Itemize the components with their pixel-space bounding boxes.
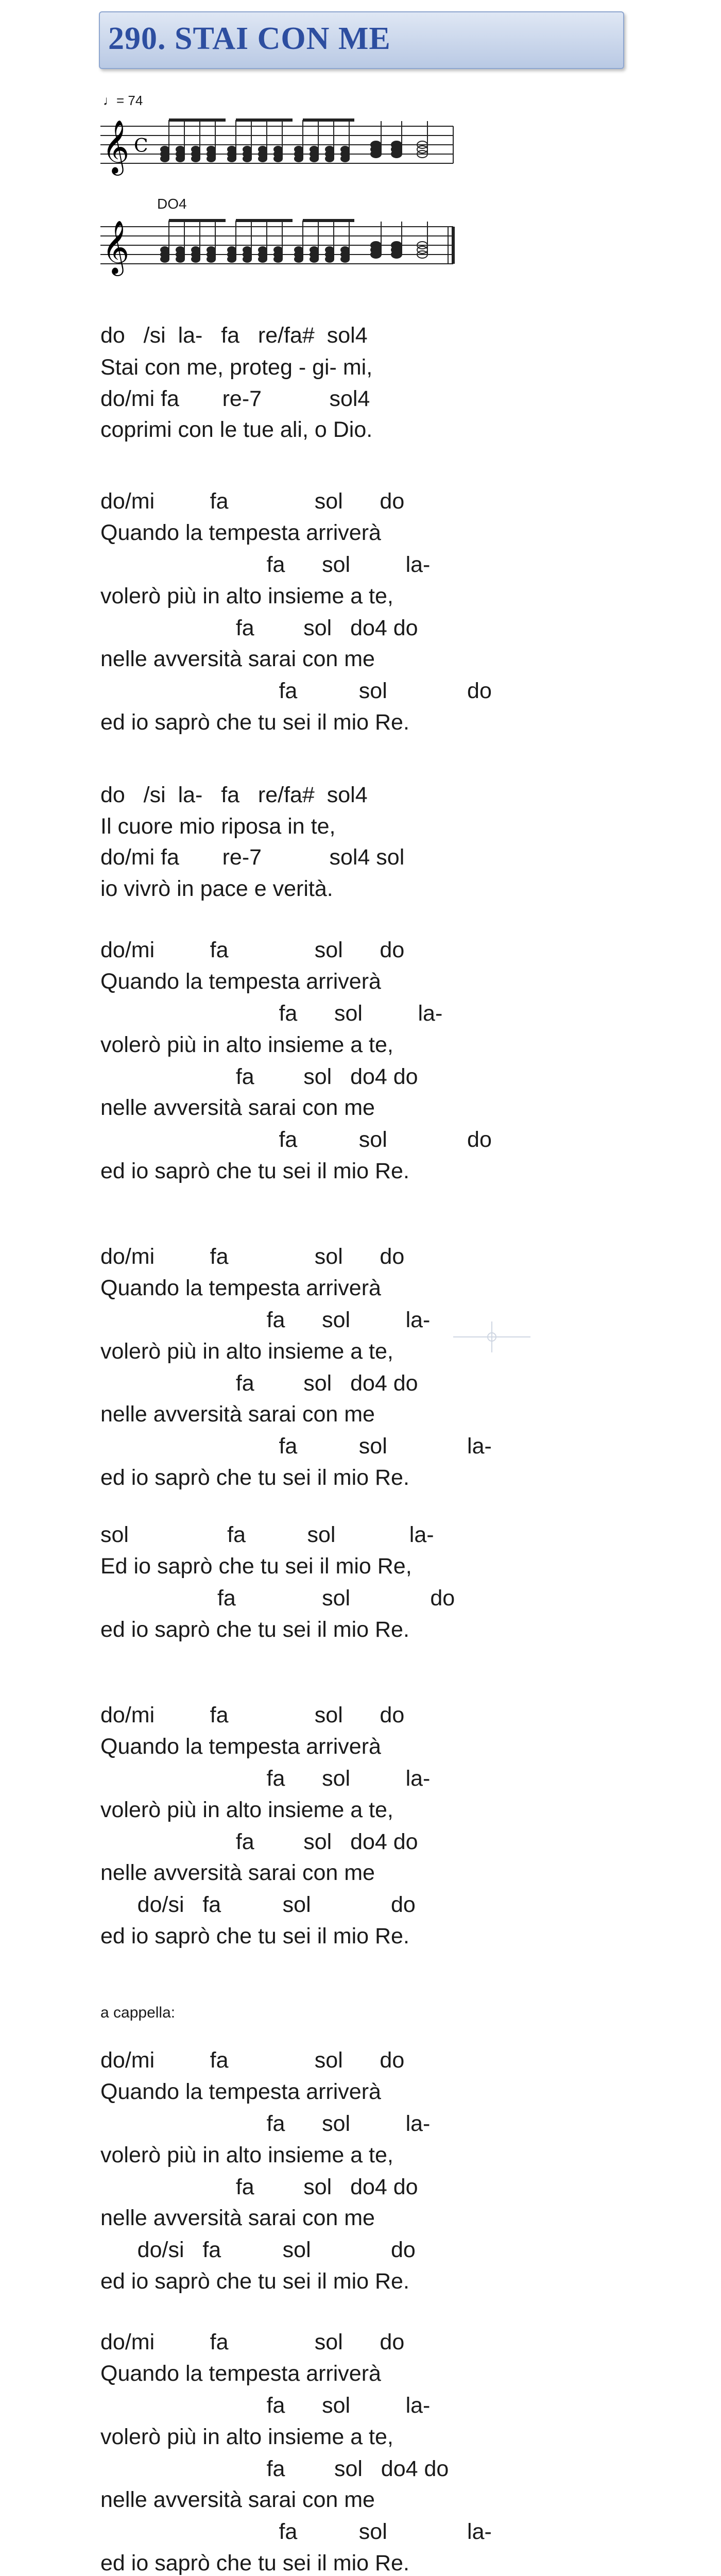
note-head	[243, 256, 251, 262]
chord-label: DO4	[157, 196, 187, 212]
a-cappella-note: a cappella:	[100, 2004, 176, 2021]
lyric-line: volerò più in alto insieme a te,	[100, 584, 393, 608]
lyric-line: Quando la tempesta arriverà	[100, 520, 381, 545]
lyric-line: volerò più in alto insieme a te,	[100, 1339, 393, 1364]
lyric-line: fa sol do4 do	[100, 1371, 418, 1396]
note-head	[192, 256, 200, 262]
lyric-line: fa sol do4 do	[100, 2175, 418, 2199]
lyric-line: Quando la tempesta arriverà	[100, 969, 381, 994]
note-head	[259, 156, 267, 162]
lyric-line: ed io saprò che tu sei il mio Re.	[100, 2269, 409, 2294]
note-head	[228, 156, 236, 162]
lyric-line: ed io saprò che tu sei il mio Re.	[100, 1465, 409, 1490]
lyric-line: fa sol do4 do	[100, 1064, 418, 1089]
lyric-line: fa sol do4 do	[100, 616, 418, 640]
lyric-line: do /si la- fa re/fa# sol4	[100, 783, 368, 807]
lyric-line: do/si fa sol do	[100, 1892, 416, 1917]
tempo-marking: ♩= 74	[103, 93, 143, 108]
title-banner	[99, 11, 624, 69]
note-head	[295, 156, 303, 162]
lyric-line: nelle avversità sarai con me	[100, 1402, 375, 1427]
lyric-line: do/mi fa sol do	[100, 489, 405, 514]
note-head	[161, 156, 169, 162]
lyric-line: volerò più in alto insieme a te,	[100, 1032, 393, 1057]
lyric-line: nelle avversità sarai con me	[100, 2487, 375, 2512]
note-head	[228, 256, 236, 262]
note-head	[207, 156, 215, 162]
lyric-line: volerò più in alto insieme a te,	[100, 2143, 393, 2167]
note-head	[325, 256, 334, 262]
lyric-line: fa sol la-	[100, 2393, 431, 2418]
lyric-line: do/mi fa sol do	[100, 938, 405, 962]
lyric-line: do/mi fa re-7 sol4 sol	[100, 845, 405, 870]
lyric-line: fa sol do	[100, 1127, 492, 1152]
lyric-line: fa sol do	[100, 679, 492, 703]
crosshair-mark	[453, 1321, 530, 1352]
lyric-line: ed io saprò che tu sei il mio Re.	[100, 1159, 409, 1183]
lyric-line: fa sol la-	[100, 2519, 492, 2544]
note-head	[295, 256, 303, 262]
lyric-line: fa sol la-	[100, 2111, 431, 2136]
lyric-line: nelle avversità sarai con me	[100, 647, 375, 671]
note-head	[391, 150, 402, 158]
note-head	[176, 156, 184, 162]
lyric-line: ed io saprò che tu sei il mio Re.	[100, 710, 409, 735]
lyric-line: coprimi con le tue ali, o Dio.	[100, 417, 373, 442]
lyric-line: Quando la tempesta arriverà	[100, 2079, 381, 2104]
lyric-line: fa sol la-	[100, 1001, 443, 1026]
lyric-line: fa sol la-	[100, 1766, 431, 1791]
lyric-line: ed io saprò che tu sei il mio Re.	[100, 1617, 409, 1642]
lyric-line: do/mi fa sol do	[100, 2330, 405, 2354]
lyric-line: fa sol la-	[100, 1308, 431, 1332]
lyric-line: do/mi fa sol do	[100, 1703, 405, 1727]
page-title: 290. STAI CON ME	[108, 21, 391, 56]
svg-text:C: C	[134, 135, 148, 157]
music-staff-1	[98, 111, 458, 188]
note-head	[310, 256, 318, 262]
lyric-line: Ed io saprò che tu sei il mio Re,	[100, 1554, 412, 1579]
treble-clef-icon: 𝄞	[102, 120, 130, 174]
lyric-line: Quando la tempesta arriverà	[100, 1276, 381, 1300]
lyric-line: volerò più in alto insieme a te,	[100, 2425, 393, 2449]
note-head	[341, 156, 349, 162]
note-head	[207, 256, 215, 262]
lyric-line: fa sol la-	[100, 1434, 492, 1459]
note-head	[274, 256, 282, 262]
lyric-line: Quando la tempesta arriverà	[100, 1734, 381, 1759]
note-head	[391, 251, 402, 258]
lyric-line: nelle avversità sarai con me	[100, 2206, 375, 2230]
lyric-line: fa sol do4 do	[100, 1829, 418, 1854]
note-head	[161, 256, 169, 262]
lyric-line: io vivrò in pace e verità.	[100, 876, 333, 901]
note-head	[274, 156, 282, 162]
lyric-line: Il cuore mio riposa in te,	[100, 814, 336, 839]
note-head	[371, 251, 381, 258]
lyric-line: nelle avversità sarai con me	[100, 1860, 375, 1885]
note-head	[176, 256, 184, 262]
lyric-line: fa sol do4 do	[100, 2456, 449, 2481]
lyric-line: volerò più in alto insieme a te,	[100, 1798, 393, 1822]
lyric-line: Stai con me, proteg - gi- mi,	[100, 355, 373, 380]
lyric-line: do/si fa sol do	[100, 2238, 416, 2262]
music-staff-2	[98, 211, 458, 289]
lyric-line: Quando la tempesta arriverà	[100, 2361, 381, 2386]
lyric-line: ed io saprò che tu sei il mio Re.	[100, 1924, 409, 1948]
note-head	[341, 256, 349, 262]
lyric-line: do/mi fa re-7 sol4	[100, 386, 370, 411]
note-head	[243, 156, 251, 162]
lyric-line: ed io saprò che tu sei il mio Re.	[100, 2551, 409, 2575]
lyric-line: sol fa sol la-	[100, 1522, 434, 1547]
note-head	[371, 150, 381, 158]
lyric-line: do /si la- fa re/fa# sol4	[100, 323, 368, 348]
note-head	[325, 156, 334, 162]
treble-clef-icon: 𝄞	[102, 220, 130, 274]
lyric-line: nelle avversità sarai con me	[100, 1095, 375, 1120]
lyric-line: fa sol la-	[100, 552, 431, 577]
note-head	[310, 156, 318, 162]
note-head	[192, 156, 200, 162]
lyric-line: fa sol do	[100, 1586, 455, 1611]
lyric-line: do/mi fa sol do	[100, 1244, 405, 1269]
lyric-line: do/mi fa sol do	[100, 2048, 405, 2073]
note-head	[259, 256, 267, 262]
